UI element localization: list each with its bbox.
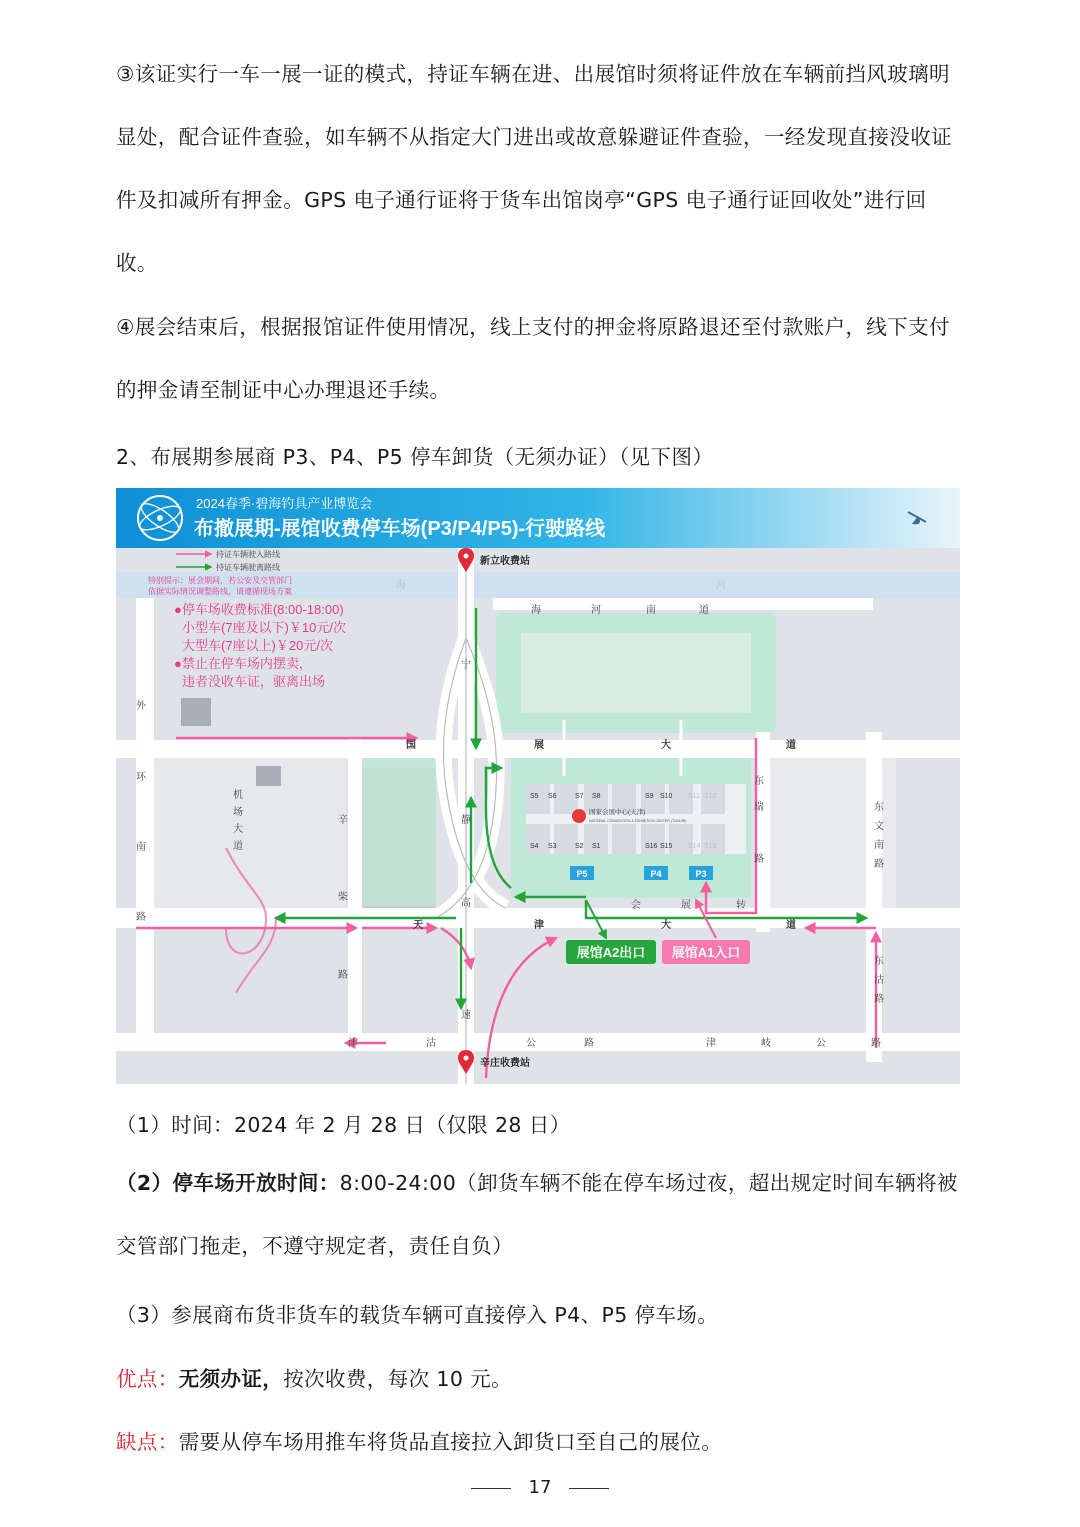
svg-text:外: 外 <box>136 701 146 712</box>
paragraph-certificate-rules: ③该证实行一车一展一证的模式，持证车辆在进、出展馆时须将证件放在车辆前挡风玻璃明显处，配合证件查验，如车辆不从指定大门进出或故意躲避证件查验，一经发现直接没收证件及扣减所有押金。GPS 电子通行证将于货车出馆岗亭“GPS 电子通行证回收处”进行回收。 <box>116 62 952 275</box>
svg-text:东: 东 <box>874 802 884 813</box>
svg-text:津: 津 <box>706 1038 716 1049</box>
svg-text:P3: P3 <box>695 869 707 879</box>
svg-text:大: 大 <box>661 920 671 931</box>
svg-text:P4: P4 <box>650 869 662 879</box>
hall-label: S5 <box>530 793 539 800</box>
svg-text:瑞: 瑞 <box>754 802 764 813</box>
svg-text:海: 海 <box>531 605 541 616</box>
map-banner <box>116 488 960 548</box>
item-open-hours <box>116 1152 966 1278</box>
item-open-hours-label: （2）停车场开放时间： <box>116 1171 340 1195</box>
svg-text:津: 津 <box>348 1038 358 1049</box>
svg-text:路: 路 <box>136 912 146 923</box>
svg-text:道: 道 <box>699 605 709 616</box>
footer-dash-left <box>471 1488 511 1489</box>
pros-line <box>116 1362 512 1392</box>
hall-label: S1 <box>592 843 601 850</box>
hall-label: S3 <box>548 843 557 850</box>
svg-text:道: 道 <box>786 920 796 931</box>
svg-text:持证车辆驶离路线: 持证车辆驶离路线 <box>216 563 280 572</box>
hall-label: S6 <box>548 793 557 800</box>
cons-label: 缺点： <box>116 1430 179 1454</box>
svg-text:辛庄收费站: 辛庄收费站 <box>480 1058 530 1069</box>
svg-text:展馆A2出口: 展馆A2出口 <box>576 945 646 960</box>
svg-text:高: 高 <box>461 898 471 909</box>
svg-text:●禁止在停车场内摆卖，: ●禁止在停车场内摆卖， <box>174 656 312 671</box>
svg-text:依据实际情况调整路线，请遵循现场方案: 依据实际情况调整路线，请遵循现场方案 <box>148 587 292 596</box>
svg-text:违者没收车证，驱离出场: 违者没收车证，驱离出场 <box>182 674 326 689</box>
svg-text:大型车(7座以上)￥20元/次: 大型车(7座以上)￥20元/次 <box>182 638 333 653</box>
svg-text:展: 展 <box>681 900 691 911</box>
pros-bold: 无须办证， <box>178 1367 284 1391</box>
svg-text:岐: 岐 <box>761 1038 771 1049</box>
svg-text:小型车(7座及以下)￥10元/次: 小型车(7座及以下)￥10元/次 <box>182 620 346 635</box>
svg-text:路: 路 <box>874 994 884 1005</box>
svg-text:海: 海 <box>396 580 406 591</box>
hall-label: S14 <box>688 843 701 850</box>
item-vehicles: （3）参展商布货非货车的载货车辆可直接停入 P4、P5 停车场。 <box>116 1303 719 1327</box>
page-number: 17 <box>528 1477 552 1498</box>
svg-text:展馆A1入口: 展馆A1入口 <box>671 945 741 960</box>
cons-text: 需要从停车场用推车将货品直接拉入卸货口至自己的展位。 <box>178 1430 723 1454</box>
hall-label: S9 <box>645 793 654 800</box>
svg-text:路: 路 <box>871 1038 881 1049</box>
svg-text:沽: 沽 <box>426 1038 436 1049</box>
venue-logo-icon <box>572 809 586 823</box>
svg-text:沽: 沽 <box>874 975 884 986</box>
svg-text:环: 环 <box>136 772 146 783</box>
svg-text:速: 速 <box>461 1010 471 1021</box>
svg-text:路: 路 <box>584 1038 594 1049</box>
paragraph-deposit-refund: ④展会结束后，根据报馆证件使用情况，线上支付的押金将原路退还至付款账户，线下支付的押金请至制证中心办理退还手续。 <box>116 315 950 402</box>
svg-text:大: 大 <box>661 740 671 751</box>
svg-text:特别提示：展会期间，若公安及交管部门: 特别提示：展会期间，若公安及交管部门 <box>148 576 292 585</box>
svg-text:展: 展 <box>534 740 544 751</box>
svg-text:公: 公 <box>816 1038 826 1049</box>
road-jinzhan-road <box>116 1033 960 1051</box>
hall-label: S4 <box>530 843 539 850</box>
pros-text: 按次收费，每次 10 元。 <box>283 1367 513 1391</box>
venue-name-en: NATIONAL CONVENTION & EXHIBITION CENTER (TIANJIN) <box>589 819 687 823</box>
svg-text:南: 南 <box>874 840 884 851</box>
svg-text:文: 文 <box>874 821 884 832</box>
svg-text:南: 南 <box>646 605 656 616</box>
svg-text:河: 河 <box>716 580 726 591</box>
svg-text:柴: 柴 <box>338 892 348 903</box>
svg-text:路: 路 <box>338 970 348 981</box>
svg-text:新立收费站: 新立收费站 <box>480 556 530 567</box>
svg-text:静: 静 <box>461 815 471 826</box>
item-time: （1）时间：2024 年 2 月 28 日（仅限 28 日） <box>116 1113 571 1137</box>
hall-label: S10 <box>660 793 673 800</box>
svg-text:路: 路 <box>754 854 764 865</box>
svg-text:道: 道 <box>786 740 796 751</box>
parking-fee-notice <box>174 602 346 690</box>
hall-label: S11 <box>688 793 700 800</box>
page-footer <box>0 1477 1080 1498</box>
hall-label: S12 <box>704 793 717 800</box>
hall-label: S15 <box>660 843 673 850</box>
svg-text:P5: P5 <box>576 869 588 879</box>
cons-line <box>116 1425 722 1455</box>
svg-text:津: 津 <box>534 920 544 931</box>
svg-text:路: 路 <box>874 859 884 870</box>
svg-text:辛: 辛 <box>338 815 348 826</box>
svg-text:南: 南 <box>136 842 146 853</box>
svg-text:持证车辆驶入路线: 持证车辆驶入路线 <box>216 550 280 559</box>
svg-text:国: 国 <box>406 740 416 751</box>
svg-text:●停车场收费标准(8:00-18:00): ●停车场收费标准(8:00-18:00) <box>174 602 344 617</box>
svg-text:大: 大 <box>233 824 243 835</box>
pros-label: 优点： <box>116 1367 179 1391</box>
svg-text:宁: 宁 <box>461 660 471 671</box>
venue-name: 国家会展中心(天津) <box>589 809 646 816</box>
svg-text:河: 河 <box>591 605 601 616</box>
hall-label: S2 <box>575 843 584 850</box>
svg-text:道: 道 <box>233 841 243 852</box>
svg-text:转: 转 <box>736 900 746 911</box>
svg-text:天: 天 <box>413 920 423 931</box>
hall-label: S8 <box>592 793 601 800</box>
exit-label-a2 <box>566 940 656 964</box>
entry-label-a1 <box>662 940 750 964</box>
section-heading-parking: 2、布展期参展商 P3、P4、P5 停车卸货（无须办证）（见下图） <box>116 445 714 469</box>
svg-text:东: 东 <box>874 956 884 967</box>
hall-label: S16 <box>645 843 658 850</box>
hall-label: S7 <box>575 793 584 800</box>
svg-text:东: 东 <box>754 776 764 787</box>
svg-text:场: 场 <box>233 807 243 818</box>
svg-text:会: 会 <box>631 900 641 911</box>
footer-dash-right <box>569 1488 609 1489</box>
svg-text:机: 机 <box>233 790 243 801</box>
item-open-hours-text: 8:00-24:00（卸货车辆不能在停车场过夜，超出规定时间车辆将被交管部门拖走，不遵守规定者，责任自负） <box>116 1171 958 1258</box>
svg-text:公: 公 <box>526 1038 536 1049</box>
hall-label: S13 <box>704 843 717 850</box>
route-map <box>116 488 960 1084</box>
expo-name: 2024春季·碧海钓具产业博览会 <box>196 496 373 511</box>
map-title: 布撤展期-展馆收费停车场(P3/P4/P5)-行驶路线 <box>194 518 606 540</box>
